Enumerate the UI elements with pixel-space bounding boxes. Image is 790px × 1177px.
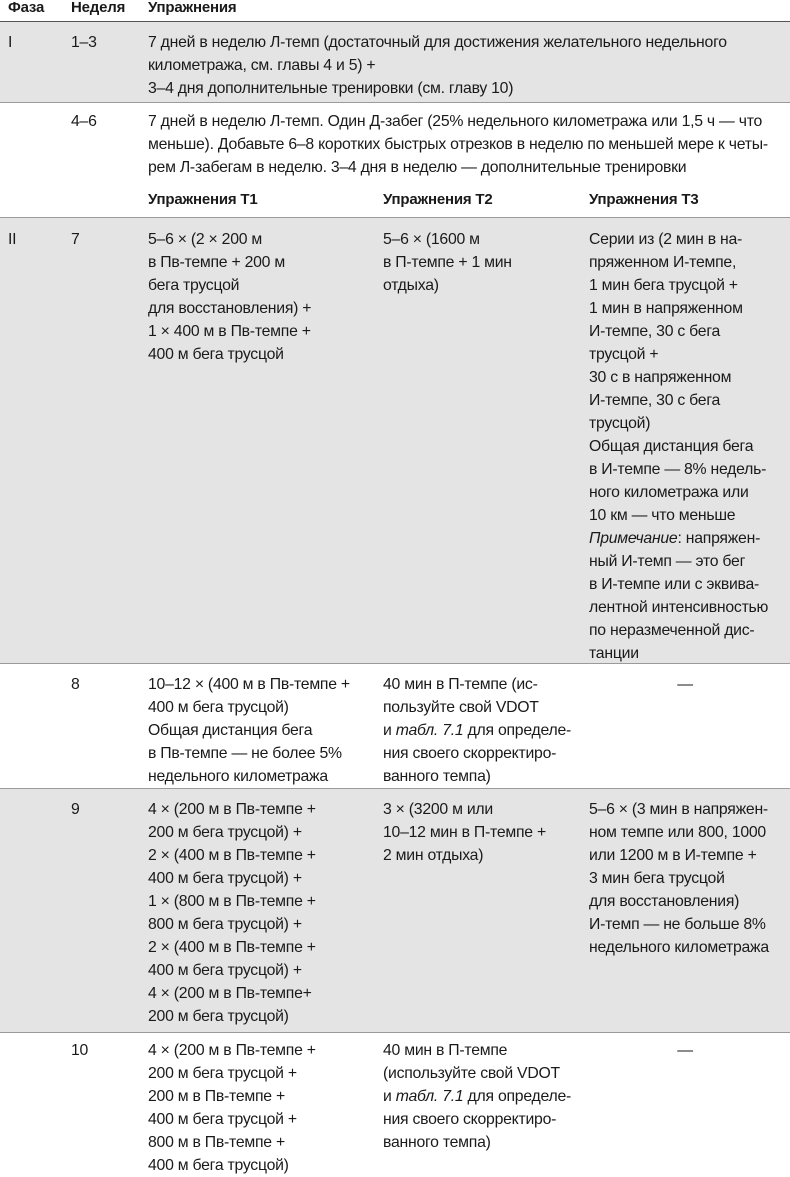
text-line: недельного километража: [589, 939, 769, 956]
table-reference: табл. 7.1: [395, 1088, 464, 1105]
text-line: Серии из (2 мин в на-: [589, 231, 743, 248]
text-line: 5–6 × (1600 м: [383, 231, 480, 248]
text-line: Общая дистанция бега: [589, 438, 754, 455]
text-line: 2 мин отдыха): [383, 847, 484, 864]
text-line: 1 мин в напряженном: [589, 300, 743, 317]
t3-cell: [589, 798, 769, 959]
text-line: 7 дней в неделю Л-темп. Один Д-забег (25% недельного километража или 1,5 ч — что: [148, 113, 763, 130]
text-line: 1 × (800 м в Пв-темпе +: [148, 893, 316, 910]
subheader-t2: Упражнения T2: [383, 191, 493, 208]
text-line: И-темпе, 30 с бега: [589, 323, 721, 340]
text-line: 3 × (3200 м или: [383, 801, 493, 818]
row-rule: [0, 788, 790, 789]
phase-cell: II: [8, 231, 17, 248]
text-line: ного километража или: [589, 484, 749, 501]
text-line: ном темпе или 800, 1000: [589, 824, 766, 841]
text-line: 1 × 400 м в Пв-темпе +: [148, 323, 311, 340]
row-rule: [0, 102, 790, 103]
text-line: пряженном И-темпе,: [589, 254, 737, 271]
text-line: лентной интенсивностью: [589, 599, 769, 616]
week-cell: 7: [71, 231, 80, 248]
text-line: (используйте свой VDOT: [383, 1065, 560, 1082]
text-line: в И-темпе или с эквива-: [589, 576, 760, 593]
text-line: ный И-темп — это бег: [589, 553, 746, 570]
empty-dash: —: [677, 1042, 693, 1059]
subheader-t3: Упражнения T3: [589, 191, 699, 208]
text-line: Общая дистанция бега: [148, 722, 313, 739]
text-line: пользуйте свой VDOT: [383, 699, 539, 716]
text-line: в Пв-темпе — не более 5%: [148, 745, 342, 762]
text-line: 10–12 × (400 м в Пв-темпе +: [148, 676, 350, 693]
text-line: для восстановления): [589, 893, 740, 910]
text-part: для определе-: [463, 1088, 571, 1105]
text-line: ванного темпа): [383, 768, 491, 785]
text-line: меньше). Добавьте 6–8 коротких быстрых отрезков в неделю по меньшей мере к четы-: [148, 136, 768, 153]
text-line: ния своего скорректиро-: [383, 745, 557, 762]
week-cell: 10: [71, 1042, 89, 1059]
text-line-with-ref: [383, 1085, 571, 1108]
text-line: 400 м бега трусцой: [148, 346, 284, 363]
text-line: 1 мин бега трусцой +: [589, 277, 738, 294]
empty-dash: —: [677, 676, 693, 693]
header-exercises: Упражнения: [148, 0, 237, 16]
text-line: 4 × (200 м в Пв-темпе+: [148, 985, 312, 1002]
week-cell: 4–6: [71, 113, 97, 130]
text-part: и: [383, 722, 396, 739]
text-line: 800 м в Пв-темпе +: [148, 1134, 285, 1151]
text-line: или 1200 м в И-темпе +: [589, 847, 757, 864]
text-line: 200 м бега трусцой +: [148, 1065, 297, 1082]
note-text: : напряжен-: [677, 530, 761, 547]
text-line: 3–4 дня дополнительные тренировки (см. главу 10): [148, 80, 514, 97]
text-line: 4 × (200 м в Пв-темпе +: [148, 801, 316, 818]
text-part: для определе-: [463, 722, 571, 739]
t2-cell: [383, 228, 512, 297]
week-cell: 8: [71, 676, 80, 693]
text-line: 400 м бега трусцой +: [148, 1111, 297, 1128]
table-reference: табл. 7.1: [395, 722, 464, 739]
text-line: И-темпе, 30 с бега: [589, 392, 721, 409]
text-line: недельного километража: [148, 768, 328, 785]
text-line: 7 дней в неделю Л-темп (достаточный для достижения желательного недельного: [148, 34, 727, 51]
text-line: отдыха): [383, 277, 439, 294]
text-line: в П-темпе + 1 мин: [383, 254, 512, 271]
text-line: по неразмеченной дис-: [589, 622, 755, 639]
text-line: километража, см. главы 4 и 5) +: [148, 57, 376, 74]
text-line: 400 м бега трусцой): [148, 699, 289, 716]
note-line: [589, 527, 768, 550]
note-label: Примечание: [589, 530, 678, 547]
t1-cell: [148, 1039, 316, 1177]
text-line: для восстановления) +: [148, 300, 312, 317]
text-line: рем Л-забегам в неделю. 3–4 дня в неделю — дополнительные тренировки: [148, 159, 687, 176]
row-rule: [0, 217, 790, 218]
t3-cell: [589, 228, 768, 665]
text-line: танции: [589, 645, 639, 662]
t2-cell: [383, 673, 571, 788]
text-line: в И-темпе — 8% недель-: [589, 461, 767, 478]
text-line: 5–6 × (2 × 200 м: [148, 231, 263, 248]
text-line: 40 мин в П-темпе: [383, 1042, 508, 1059]
text-line: 400 м бега трусцой): [148, 1157, 289, 1174]
text-line: ния своего скорректиро-: [383, 1111, 557, 1128]
text-line: бега трусцой: [148, 277, 240, 294]
t1-cell: [148, 228, 311, 366]
text-line: 10–12 мин в П-темпе +: [383, 824, 546, 841]
text-line: 3 мин бега трусцой: [589, 870, 725, 887]
text-line: 10 км — что меньше: [589, 507, 736, 524]
text-line: 200 м в Пв-темпе +: [148, 1088, 285, 1105]
t1-cell: [148, 673, 350, 788]
text-line: трусцой +: [589, 346, 659, 363]
text-line: 200 м бега трусцой): [148, 1008, 289, 1025]
week-cell: 9: [71, 801, 80, 818]
t2-cell: [383, 798, 546, 867]
text-line: 2 × (400 м в Пв-темпе +: [148, 939, 316, 956]
text-line: 800 м бега трусцой) +: [148, 916, 302, 933]
exercise-cell: [148, 31, 727, 100]
text-line: ванного темпа): [383, 1134, 491, 1151]
header-week: Неделя: [71, 0, 126, 16]
phase-cell: I: [8, 34, 13, 51]
header-rule: [0, 21, 790, 22]
text-line: 30 с в напряженном: [589, 369, 732, 386]
text-line: 200 м бега трусцой) +: [148, 824, 302, 841]
text-line: в Пв-темпе + 200 м: [148, 254, 285, 271]
text-line: 400 м бега трусцой) +: [148, 962, 302, 979]
text-line: 5–6 × (3 мин в напряжен-: [589, 801, 768, 818]
subheader-t1: Упражнения T1: [148, 191, 258, 208]
exercise-cell: [148, 110, 768, 179]
text-line: трусцой): [589, 415, 651, 432]
text-line: 4 × (200 м в Пв-темпе +: [148, 1042, 316, 1059]
t1-cell: [148, 798, 316, 1028]
text-part: и: [383, 1088, 396, 1105]
week-cell: 1–3: [71, 34, 97, 51]
row-rule: [0, 1032, 790, 1033]
t2-cell: [383, 1039, 571, 1154]
text-line: 40 мин в П-темпе (ис-: [383, 676, 538, 693]
text-line: И-темп — не больше 8%: [589, 916, 766, 933]
text-line-with-ref: [383, 719, 571, 742]
text-line: 2 × (400 м в Пв-темпе +: [148, 847, 316, 864]
text-line: 400 м бега трусцой) +: [148, 870, 302, 887]
header-phase: Фаза: [8, 0, 45, 16]
